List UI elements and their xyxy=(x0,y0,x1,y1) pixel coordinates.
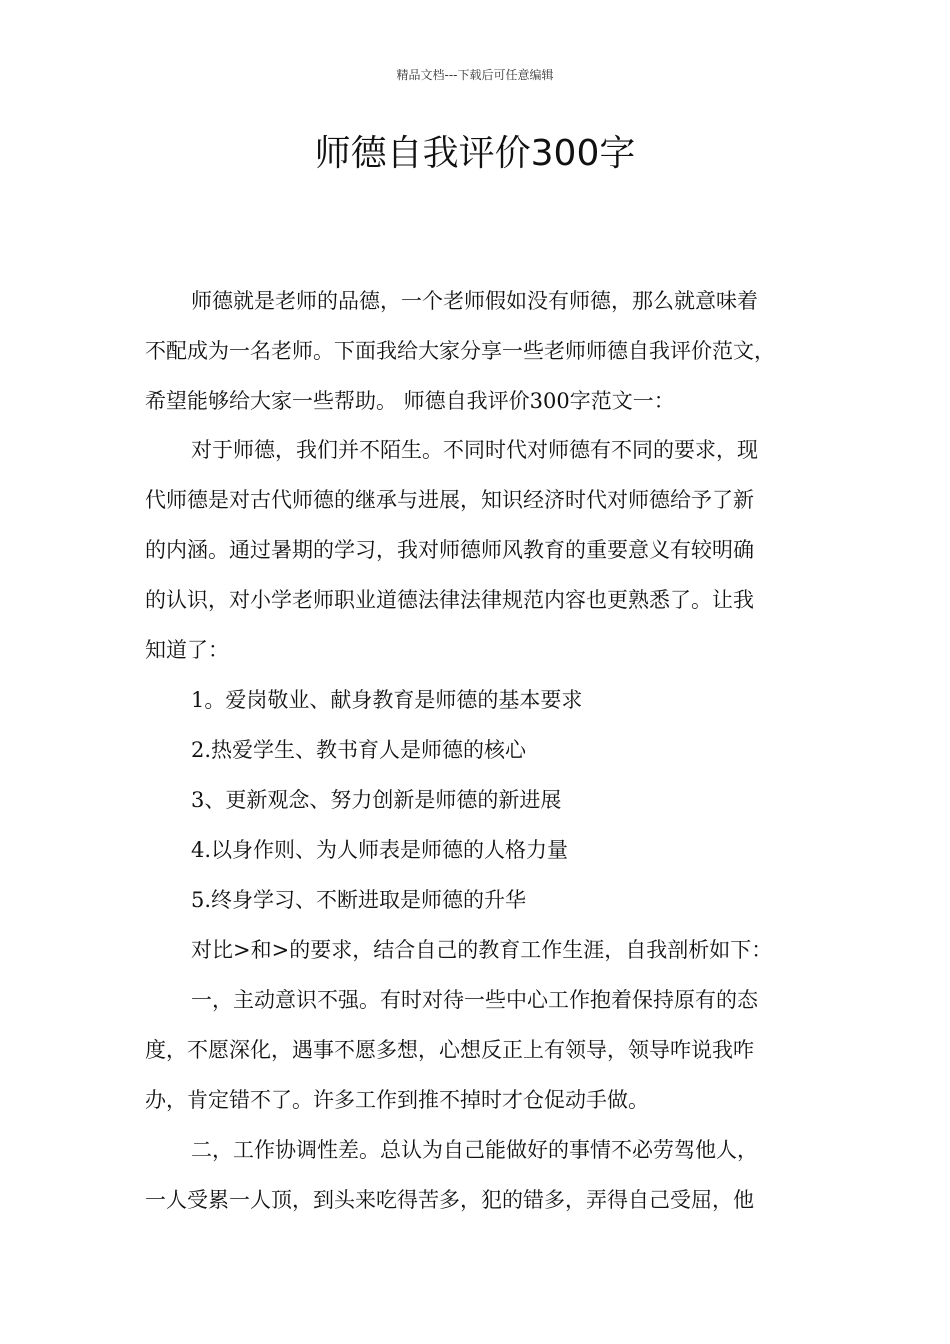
text-line: 对比>和>的要求，结合自己的教育工作生涯，自我剖析如下： xyxy=(191,938,773,962)
text-line: 师德就是老师的品德，一个老师假如没有师德，那么就意味着 xyxy=(191,289,758,313)
text-line: 办，肯定错不了。许多工作到推不掉时才仓促动手做。 xyxy=(145,1088,649,1112)
requirements-list xyxy=(145,675,815,925)
list-item: 1。爱岗敬业、献身教育是师德的基本要求 xyxy=(191,688,583,712)
text-line: 的内涵。通过暑期的学习，我对师德师风教育的重要意义有较明确 xyxy=(145,538,754,562)
page-header-watermark: 精品文档---下载后可任意编辑 xyxy=(396,68,554,82)
text-line: 一，主动意识不强。有时对待一些中心工作抱着保持原有的态 xyxy=(191,988,758,1012)
text-line: 度，不愿深化，遇事不愿多想，心想反正上有领导，领导咋说我咋 xyxy=(145,1038,754,1062)
document-body xyxy=(145,425,815,1225)
intro-paragraph xyxy=(145,276,815,426)
list-item: 2.热爱学生、教书育人是师德的核心 xyxy=(191,738,527,762)
text-line: 代师德是对古代师德的继承与进展，知识经济时代对师德给予了新 xyxy=(145,488,754,512)
text-line: 对于师德，我们并不陌生。不同时代对师德有不同的要求，现 xyxy=(191,438,758,462)
paragraph-2 xyxy=(145,925,815,975)
paragraph-4 xyxy=(145,1125,815,1225)
text-line: 一人受累一人顶，到头来吃得苦多，犯的错多，弄得自己受屈，他 xyxy=(145,1188,754,1212)
document-title: 师德自我评价300字 xyxy=(314,133,636,174)
text-line: 不配成为一名老师。下面我给大家分享一些老师师德自我评价范文， xyxy=(145,339,775,363)
paragraph-3 xyxy=(145,975,815,1125)
text-line: 的认识，对小学老师职业道德法律法律规范内容也更熟悉了。让我 xyxy=(145,588,754,612)
text-line: 希望能够给大家一些帮助。 师德自我评价300字范文一： xyxy=(145,389,675,413)
list-item: 4.以身作则、为人师表是师德的人格力量 xyxy=(191,838,569,862)
text-line: 二，工作协调性差。总认为自己能做好的事情不必劳驾他人， xyxy=(191,1138,758,1162)
list-item: 3、更新观念、努力创新是师德的新进展 xyxy=(191,788,562,812)
text-line: 知道了： xyxy=(145,638,229,662)
paragraph-1 xyxy=(145,425,815,675)
list-item: 5.终身学习、不断进取是师德的升华 xyxy=(191,888,527,912)
